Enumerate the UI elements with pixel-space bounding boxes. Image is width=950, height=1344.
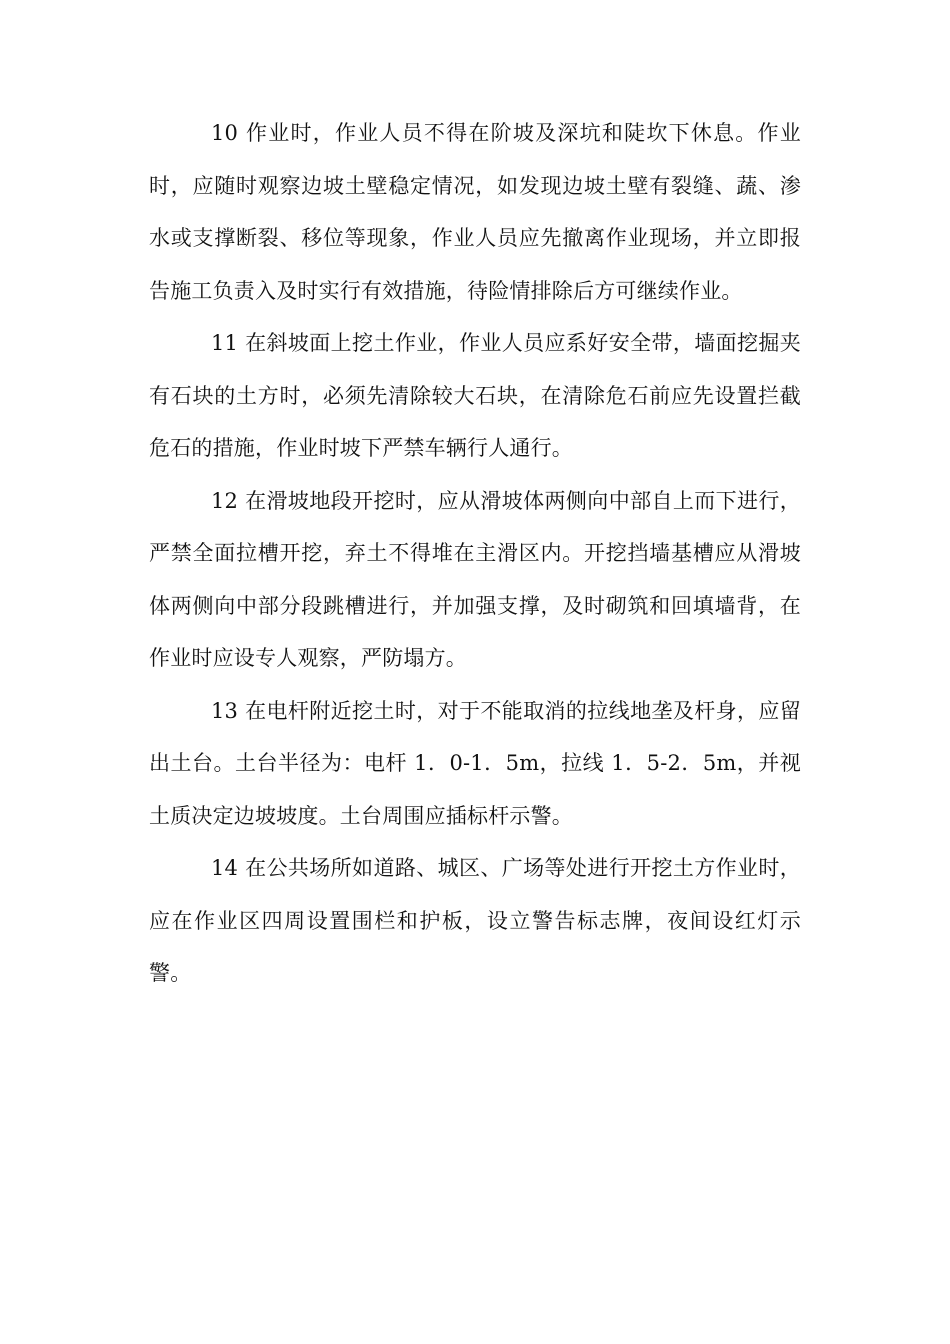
- paragraph-12: 12 在滑坡地段开挖时，应从滑坡体两侧向中部自上而下进行，严禁全面拉槽开挖，弃土不得堆在主滑区内。开挖挡墙基槽应从滑坡体两侧向中部分段跳槽进行，并加强支撑，及时砌筑和回填墙背，在作业时应设专人观察，严防塌方。: [149, 488, 801, 670]
- paragraph-10: 10 作业时，作业人员不得在阶坡及深坑和陡坎下休息。作业时，应随时观察边坡土壁稳定情况，如发现边坡土壁有裂缝、蔬、渗水或支撑断裂、移位等现象，作业人员应先撤离作业现场，并立即报告施工负责入及时实行有效措施，待险情排除后方可继续作业。: [149, 121, 801, 303]
- paragraph-11: 11 在斜坡面上挖土作业，作业人员应系好安全带，墙面挖掘夹有石块的土方时，必须先清除较大石块，在清除危石前应先设置拦截危石的措施，作业时坡下严禁车辆行人通行。: [149, 331, 801, 460]
- document-body: [149, 107, 801, 1000]
- paragraph-14: 14 在公共场所如道路、城区、广场等处进行开挖土方作业时，应在作业区四周设置围栏和护板，设立警告标志牌，夜间设红灯示警。: [149, 856, 801, 985]
- paragraph-13: 13 在电杆附近挖土时，对于不能取消的拉线地垄及杆身，应留出土台。土台半径为：电杆 1．0-1．5m，拉线 1．5-2．5m，并视土质决定边坡坡度。土台周围应插标杆示警。: [149, 698, 801, 828]
